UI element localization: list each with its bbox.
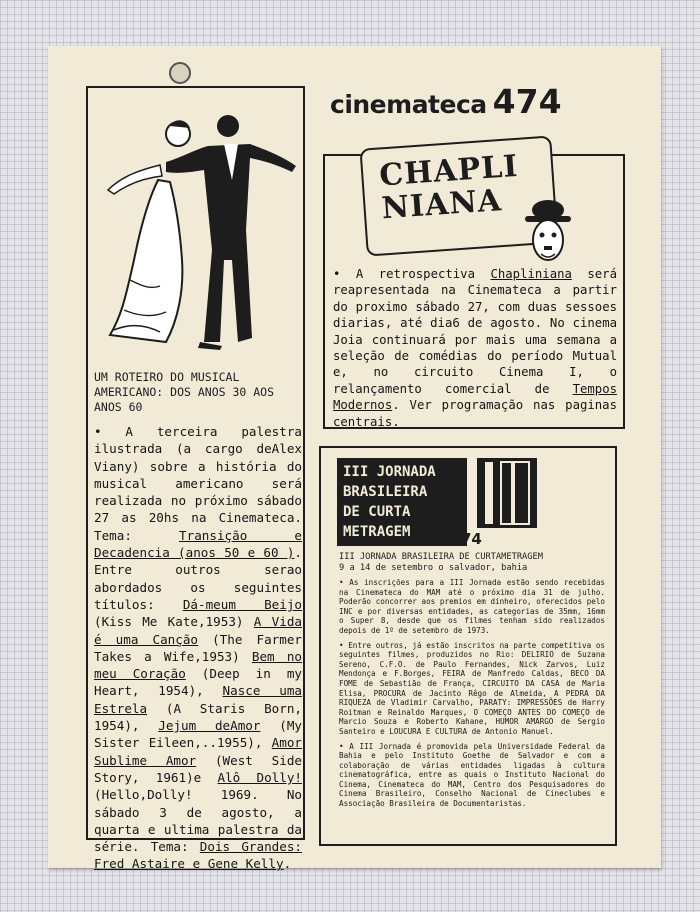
film-title: Nasce uma Estrela bbox=[94, 683, 302, 716]
chaplin-portrait-icon bbox=[519, 196, 577, 268]
film-title: Tempos Modernos bbox=[333, 381, 617, 413]
poster-sheet bbox=[48, 46, 661, 872]
festival-article bbox=[319, 446, 617, 846]
article-heading: UM ROTEIRO DO MUSICAL AMERICANO: DOS ANOS 30 AOS ANOS 60 bbox=[94, 370, 275, 414]
masthead-title: cinemateca bbox=[330, 90, 487, 119]
festival-paragraph: • As inscrições para a III Jornada estão sendo recebidas na Cinemateca do MAM até o próximo dia 31 de julho. Poderão concorrer aos premios em dinheiro, oferecidos pelo INC e por diversas entidades, as categorias de 35mm, 16mm o Super 8, desde que os filmes tenham sido realizados depois de 1º de setembro de 1973. bbox=[339, 578, 605, 635]
chapliniana-title: CHAPLI NIANA bbox=[378, 148, 520, 227]
logo-line: III JORNADA bbox=[343, 464, 436, 480]
chapliniana-article bbox=[323, 148, 625, 429]
film-title: Dá-meum Beijo bbox=[182, 596, 302, 612]
lecture-theme: Transição e Decadencia (anos 50 e 60 ) bbox=[94, 527, 302, 561]
retrospective-title: Chapliniana bbox=[490, 267, 572, 281]
film-title: Jejum deAmor bbox=[158, 718, 261, 734]
festival-paragraph: • A III Jornada é promovida pela Universidade Federal da Bahia e pelo Instituto Goethe de Salvador e com a colaboração de várias entidades ligadas à cultura cinematográfica, entre as quais o Instituto Nacional do Cinema, Cinemateca do MAM, Centro dos Pesquisadores do Cinema Brasileiro, Conselho Nacional de Cineclubes e Associação Brasileira de Documentaristas. bbox=[339, 741, 605, 809]
festival-heading: III JORNADA BRASILEIRA DE CURTAMETRAGEM 9 a 14 de setembro o salvador, bahia bbox=[339, 552, 543, 573]
festival-body bbox=[339, 578, 605, 814]
musical-article bbox=[86, 86, 305, 872]
masthead bbox=[330, 82, 562, 121]
film-title: Alô Dolly! bbox=[217, 769, 302, 785]
logo-line: DE CURTA bbox=[343, 504, 411, 520]
film-title: Bem no meu Coração bbox=[94, 648, 302, 682]
punch-hole bbox=[169, 62, 191, 84]
festival-logo bbox=[337, 458, 547, 546]
logo-line: BRASILEIRA bbox=[343, 484, 428, 500]
logo-line: METRAGEM bbox=[343, 524, 411, 540]
film-title: Amor Sublime Amor bbox=[94, 735, 302, 768]
festival-paragraph: • Entre outros, já estão inscritos na parte competitiva os seguintes filmes, produzidos no Rio: DELIRIO de Suzana Sereno, C.F.O. de Paulo Fernandes, Nick Zarvos, Luiz Mendonça e F.Borges, FEIRA de Manfredo Caldas, BECO DA FOME de Sebastião de França, CIRCUITO DA CASA de Maria Elisa, PROCURA de Jacinto Rêgo de Almeida, A PEDRA DA RIQUEZA de Vladimir Carvalho, PARATY: IMPRESSÕES de Harry Roitman e Reinaldo Marques, O COMEÇO ANTES DO COMEÇO de Marcio Souza e Roberto Kahane, HUMOR AMARGO de Sergio Santeiro e LOUCURA E CULTURA de Antonio Manuel. bbox=[339, 640, 605, 736]
chapliniana-body: • A retrospectiva Chapliniana será reapresentada na Cinemateca a partir do proximo sábado 27, com duas sessoes diarias, até dia6 de agosto. No cinema Joia continuará por mais uma semana a seleção de comédias do período Mutual e, no circuito Cinema I, o relançamento comercial de Tempos Modernos. Ver programação nas paginas centrais. bbox=[333, 267, 617, 429]
final-lecture-theme: Dois Grandes: Fred Astaire e Gene Kelly bbox=[94, 839, 302, 872]
issue-number: 474 bbox=[492, 82, 562, 121]
film-title: A Vida é uma Canção bbox=[94, 614, 302, 647]
logo-year: 74 bbox=[461, 530, 482, 546]
dancing-couple-illustration bbox=[100, 110, 300, 360]
article-body: • A terceira palestra ilustrada (a cargo deAlex Viany) sobre a história do musical americano será realizada no próximo sábado 27 as 20hs na Cinemateca. Tema: Transição e Decadencia (anos 50 e 60 ). Entre outros serao abordados os seguintes títulos: Dá-meum Beijo (Kiss Me Kate,1953) A Vida é uma Canção (The Farmer Takes a Wife,1953) Bem no meu Coração (Deep in my Heart, 1954), Nasce uma Estrela (A Staris Born, 1954), Jejum deAmor (My Sister Eileen,..1955), Amor Sublime Amor (West Side Story, 1961)e Alô Dolly! (Hello,Dolly! 1969. No sábado 3 de agosto, a quarta e ultima palestra da série. Tema: Dois Grandes: Fred Astaire e Gene Kelly. bbox=[94, 424, 302, 872]
